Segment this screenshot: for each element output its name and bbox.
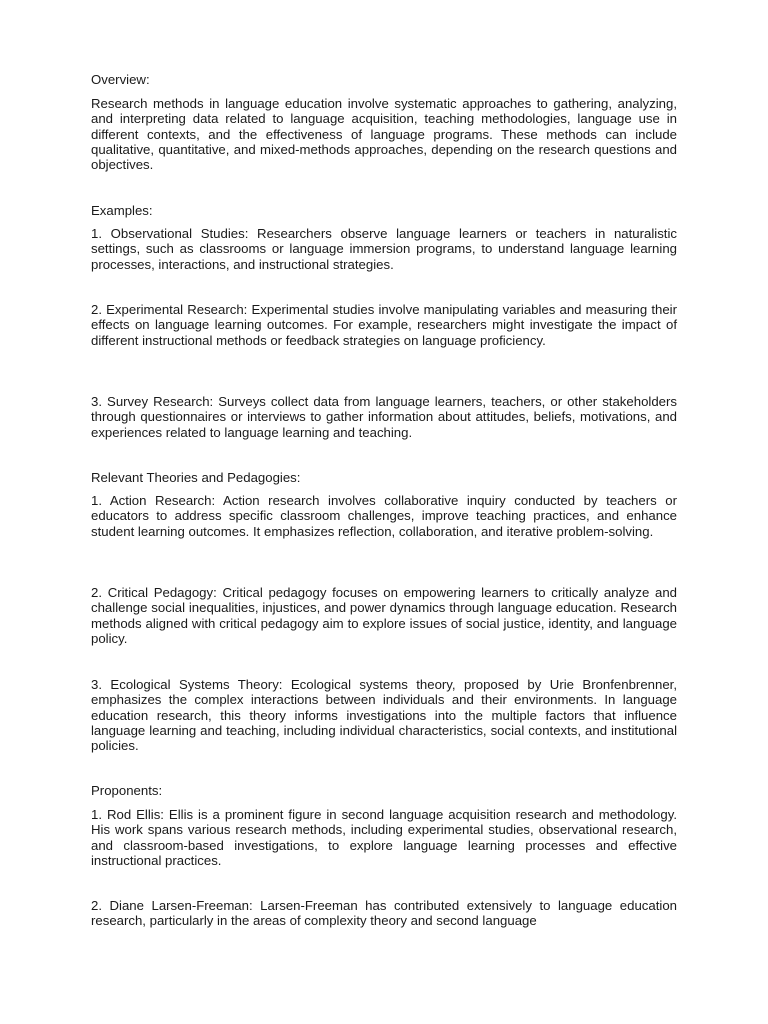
proponent-2-diane-larsen-freeman: 2. Diane Larsen-Freeman: Larsen-Freeman has contributed extensively to language education research, particularly in the areas of complexity theory and second language — [91, 898, 677, 929]
heading-theories: Relevant Theories and Pedagogies: — [91, 470, 301, 485]
heading-examples: Examples: — [91, 203, 153, 218]
theory-2-critical-pedagogy: 2. Critical Pedagogy: Critical pedagogy focuses on empowering learners to critically analyze and challenge social inequalities, injustices, and power dynamics through language education. Research methods aligned with critical pedagogy aim to explore issues of social justice, identity, and language policy. — [91, 585, 677, 646]
heading-overview: Overview: — [91, 72, 150, 87]
heading-proponents: Proponents: — [91, 783, 163, 798]
theory-1-action-research: 1. Action Research: Action research involves collaborative inquiry conducted by teachers or educators to address specific classroom challenges, improve teaching practices, and enhance student learning outcomes. It emphasizes reflection, collaboration, and iterative problem-solving. — [91, 493, 677, 539]
example-1-observational-studies: 1. Observational Studies: Researchers observe language learners or teachers in naturalistic settings, such as classrooms or language immersion programs, to understand language learning processes, interactions, and instructional strategies. — [91, 226, 677, 272]
proponent-1-rod-ellis: 1. Rod Ellis: Ellis is a prominent figure in second language acquisition research and methodology. His work spans various research methods, including experimental studies, observational research, and classroom-based investigations, to explore language learning processes and effective instructional practices. — [91, 807, 677, 868]
example-2-experimental-research: 2. Experimental Research: Experimental studies involve manipulating variables and measuring their effects on language learning outcomes. For example, researchers might investigate the impact of different instructional methods or feedback strategies on language proficiency. — [91, 302, 677, 348]
overview-paragraph: Research methods in language education involve systematic approaches to gathering, analyzing, and interpreting data related to language acquisition, teaching methodologies, language use in different contexts, and the effectiveness of language programs. These methods can include qualitative, quantitative, and mixed-methods approaches, depending on the research questions and objectives. — [91, 96, 677, 173]
theory-3-ecological-systems: 3. Ecological Systems Theory: Ecological systems theory, proposed by Urie Bronfenbrenner, emphasizes the complex interactions between individuals and their environments. In language education research, this theory informs investigations into the multiple factors that influence language learning and teaching, including individual characteristics, social contexts, and institutional policies. — [91, 677, 677, 754]
example-3-survey-research: 3. Survey Research: Surveys collect data from language learners, teachers, or other stakeholders through questionnaires or interviews to gather information about attitudes, beliefs, motivations, and experiences related to language learning and teaching. — [91, 394, 677, 440]
